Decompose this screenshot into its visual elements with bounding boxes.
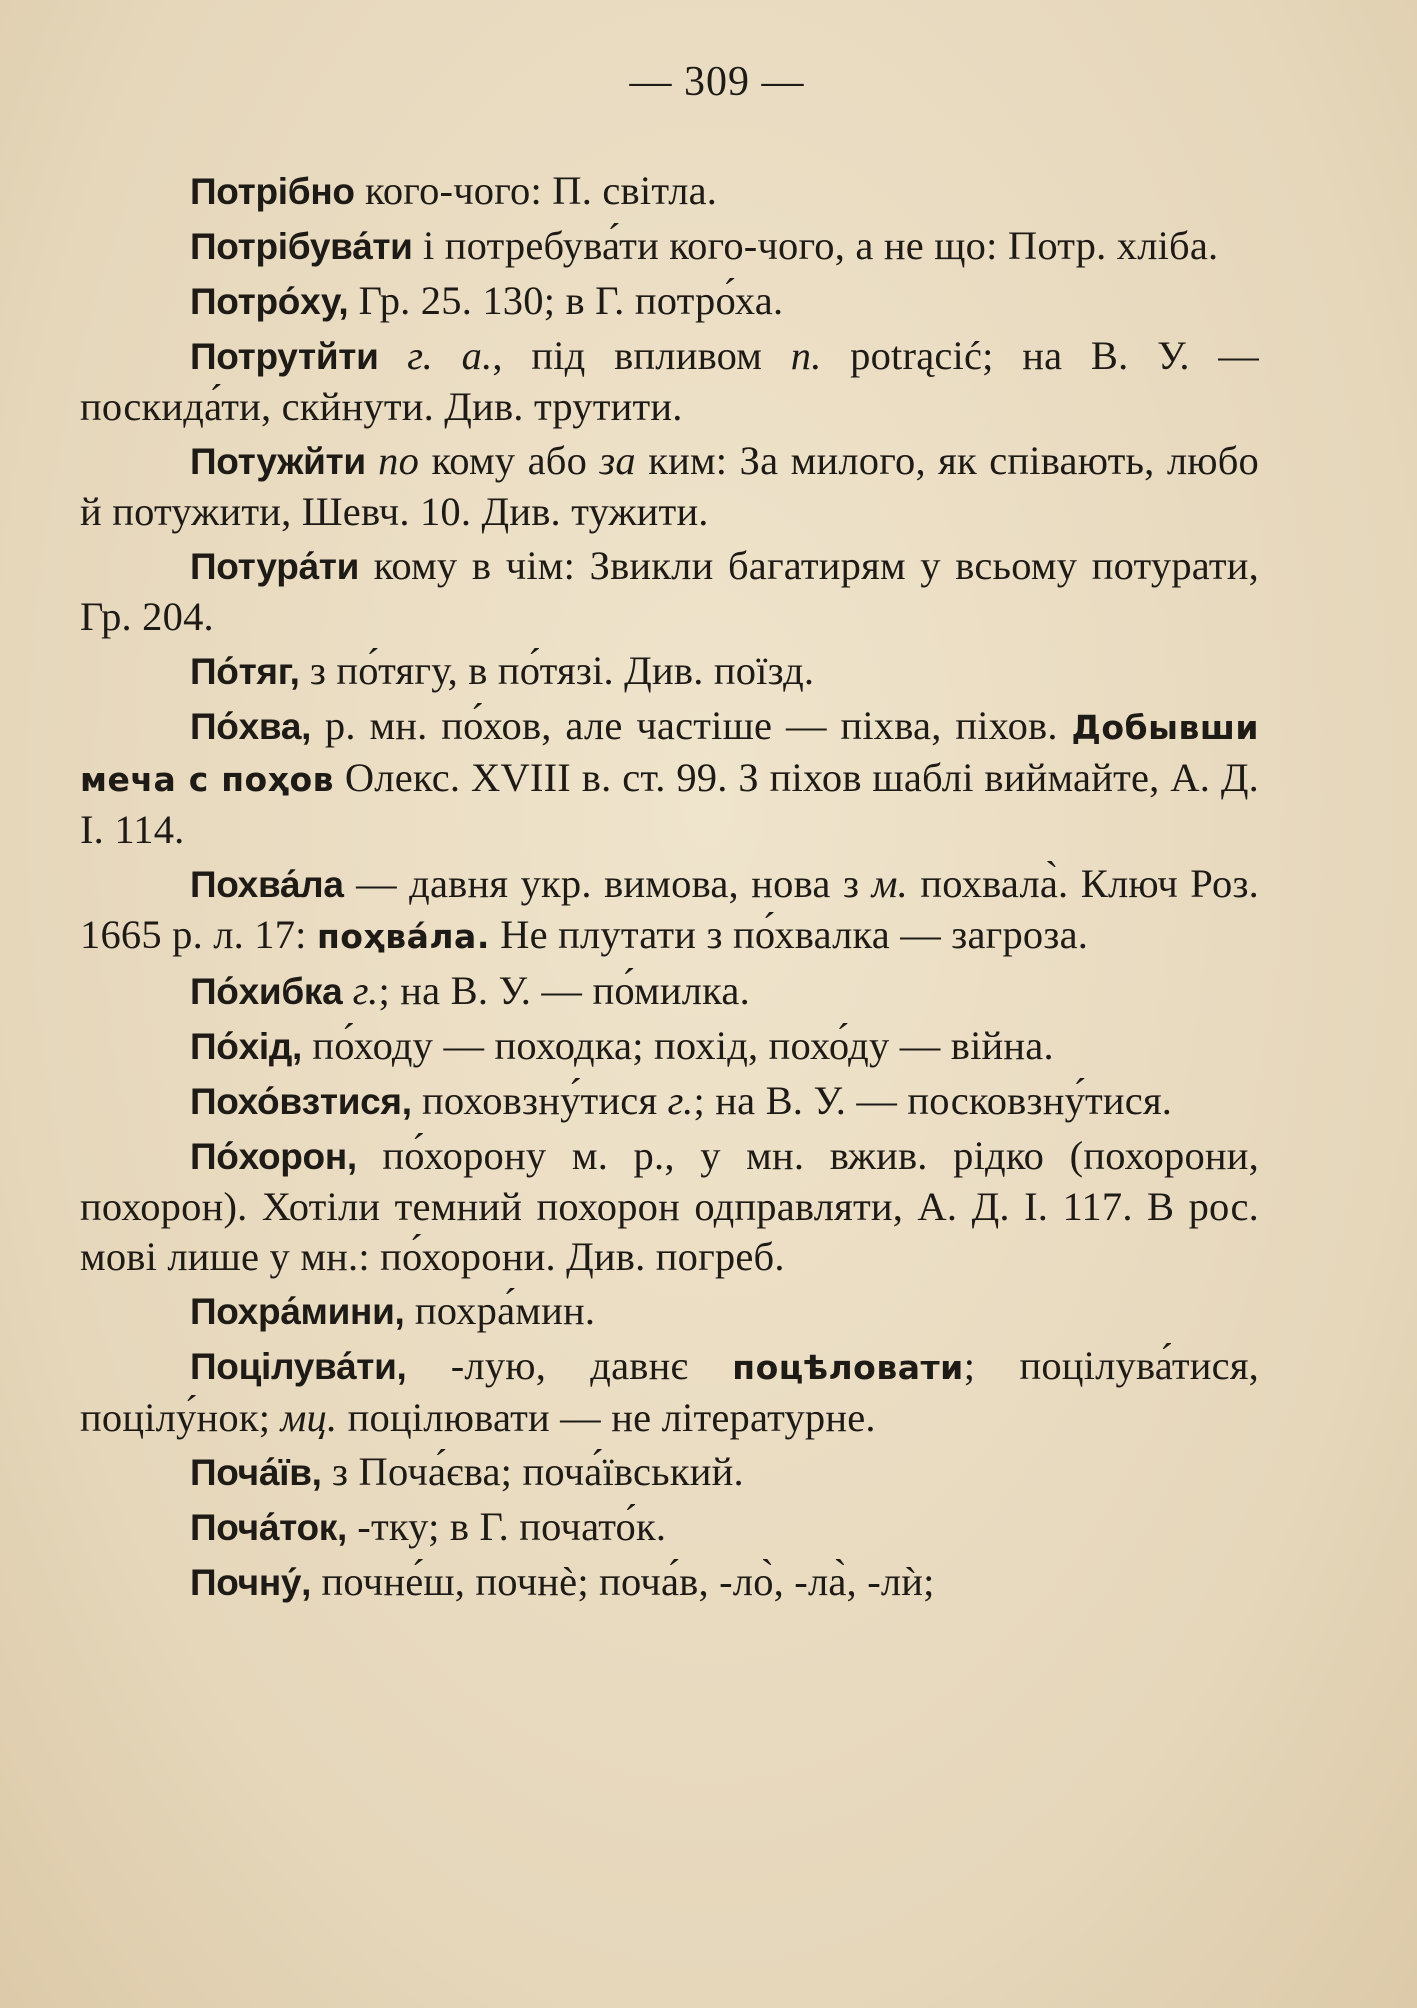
entry-text: ким: За милого, як співають, любо й потужити, Шевч. 10. Див. тужити. (80, 438, 1259, 534)
dictionary-entry (80, 541, 1259, 642)
entry-text: р. мн. по́хов, але частіше — піхва, піхов. (311, 703, 1072, 748)
headword: Похо́взтися, (190, 1081, 412, 1122)
headword: Почну́, (190, 1562, 312, 1603)
headword: По́хибка (190, 971, 343, 1012)
headword: Потрібно (190, 171, 355, 212)
dictionary-entries (80, 166, 1259, 1608)
italic-abbreviation: мц. (280, 1395, 338, 1440)
church-slavonic-quote: поҳва́ла. (316, 917, 490, 956)
dictionary-entry (80, 221, 1259, 272)
headword: Потужйти (190, 441, 366, 482)
entry-text: поховзну́тися (411, 1078, 668, 1123)
entry-text: ; поцілува́тися, поцілу́нок; (80, 1343, 1259, 1440)
italic-abbreviation: за (599, 438, 636, 483)
entry-text (379, 333, 408, 378)
headword: Потрібува́ти (190, 226, 413, 267)
entry-text: Олекс. XVIII в. ст. 99. З піхов шаблі виймайте, А. Д. І. 114. (80, 755, 1260, 852)
entry-text: по́хорону м. р., у мн. вжив. рідко (похорони, похорон). Хотіли темний похорон одправляти, А. Д. І. 117. В рос. мові лише у мн.: по́хорони. Див. погреб. (80, 1133, 1259, 1279)
dictionary-entry (80, 1131, 1259, 1282)
entry-text: поцілювати — не літературне. (337, 1395, 876, 1440)
dictionary-entry (80, 1021, 1259, 1072)
headword: По́хва, (190, 706, 312, 747)
italic-abbreviation: п. (790, 333, 822, 378)
entry-text: кому або (419, 438, 600, 483)
entry-text: Гр. 25. 130; в Г. потро́ха. (348, 278, 784, 323)
headword: Похра́мини, (190, 1291, 405, 1332)
entry-text: кого-чого: П. світла. (354, 168, 718, 213)
page-number: — 309 — (629, 59, 805, 105)
entry-text: кому в чім: Звикли багатирям у всьому потурати, Гр. 204. (80, 543, 1259, 639)
entry-text: почне́ш, почнѐ; поча́в, -ло̀, -ла̀, -лѝ; (311, 1559, 935, 1604)
dictionary-entry (80, 276, 1259, 327)
italic-abbreviation: г. а. (407, 333, 493, 378)
dictionary-entry (80, 966, 1259, 1017)
dictionary-entry (80, 1286, 1259, 1337)
dictionary-entry (80, 1502, 1259, 1553)
entry-text: , під впливом (492, 333, 791, 378)
dictionary-entry (80, 1076, 1259, 1127)
entry-text: — давня укр. вимова, нова з (343, 861, 872, 906)
dictionary-entry (80, 859, 1259, 962)
entry-text (366, 438, 378, 483)
dictionary-entry (80, 646, 1259, 697)
entry-text: potrąсіć; на В. У. — поскида́ти, скйнути. Див. трутити. (80, 333, 1259, 429)
headword: Похва́ла (190, 864, 344, 905)
entry-text: похра́мин. (404, 1288, 596, 1333)
church-slavonic-quote: поцѣловати (732, 1348, 964, 1387)
headword: Поцілува́ти, (190, 1346, 407, 1387)
dictionary-entry (80, 436, 1259, 537)
headword: Потура́ти (190, 546, 360, 587)
headword: Поча́ток, (190, 1507, 347, 1548)
church-slavonic-quote: Добывши меча с поҳов (80, 708, 1259, 799)
entry-text: з по́тягу, в по́тязі. Див. поїзд. (299, 648, 815, 693)
italic-abbreviation: г. (352, 968, 379, 1013)
dictionary-entry (80, 1447, 1259, 1498)
dictionary-entry (80, 1557, 1259, 1608)
italic-abbreviation: по (378, 438, 420, 483)
entry-text: по́ходу — походка; похід, похо́ду — війна. (302, 1023, 1054, 1068)
italic-abbreviation: г. (667, 1078, 694, 1123)
entry-text: ; на В. У. — по́милка. (378, 968, 750, 1013)
entry-text: з Поча́єва; поча́ївський. (321, 1449, 744, 1494)
entry-text: і потребува́ти кого-чого, а не що: Потр. хліба. (412, 223, 1219, 268)
headword: Поча́їв, (190, 1452, 322, 1493)
dictionary-entry (80, 166, 1259, 217)
entry-text (342, 968, 352, 1013)
entry-text: Не плутати з по́хвалка — загроза. (489, 912, 1089, 957)
dictionary-entry (80, 331, 1259, 432)
italic-abbreviation: м. (871, 861, 908, 906)
dictionary-entry (80, 1341, 1259, 1443)
headword: Потро́ху, (190, 281, 349, 322)
headword: Потрутйти (190, 336, 379, 377)
entry-text: похвала̀. Ключ Роз. 1665 р. л. 17: (80, 861, 1259, 957)
headword: По́тяг, (190, 651, 300, 692)
entry-text: -тку; в Г. почато́к. (346, 1504, 667, 1549)
entry-text: -лую, давнє (406, 1343, 733, 1388)
entry-text: ; на В. У. — посковзну́тися. (693, 1078, 1173, 1123)
dictionary-entry (80, 701, 1259, 855)
headword: По́хорон, (190, 1136, 357, 1177)
headword: По́хід, (190, 1026, 303, 1067)
